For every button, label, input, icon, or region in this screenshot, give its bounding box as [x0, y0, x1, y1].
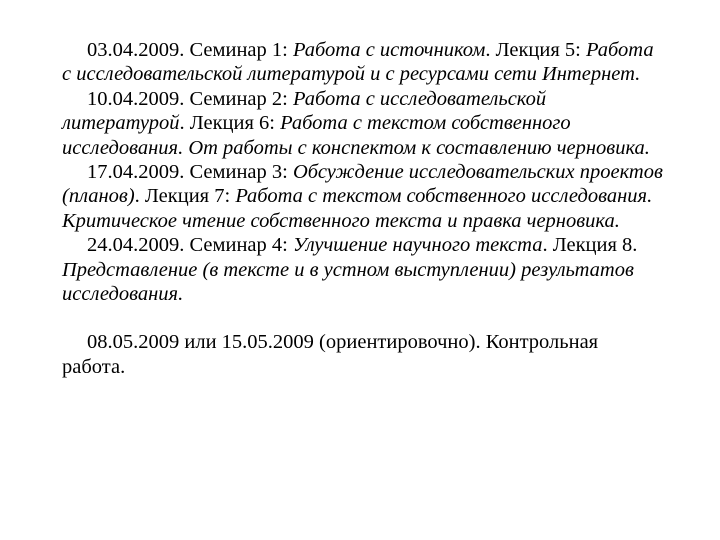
- lecture-label: . Лекция 7:: [134, 185, 231, 208]
- entry-date: 17.04.2009.: [87, 161, 185, 184]
- schedule-entry-4: [62, 233, 666, 306]
- lecture-topic: Работа с текстом собственного исследования. Критическое чтение собственного текста и правка черновика: [62, 185, 653, 232]
- seminar-label: Семинар 2:: [189, 87, 288, 110]
- lecture-topic: Работа с исследовательской литературой и с ресурсами сети Интернет: [62, 39, 654, 86]
- entry-end: .: [614, 209, 620, 232]
- seminar-label: Семинар 3:: [189, 161, 288, 184]
- final-test-text: 08.05.2009 или 15.05.2009 (ориентировочно). Контрольная работа.: [62, 331, 599, 378]
- lecture-topic: Работа с текстом собственного исследования. От работы с конспектом к составлению черновика: [62, 112, 645, 159]
- lecture-label: . Лекция 8.: [542, 234, 638, 257]
- entry-end: .: [635, 63, 641, 86]
- entry-date: 24.04.2009.: [87, 234, 185, 257]
- seminar-topic: Улучшение научного текста: [292, 234, 543, 257]
- entry-end: .: [178, 283, 184, 306]
- entry-date: 03.04.2009.: [87, 39, 185, 61]
- schedule-entry-1: [62, 38, 666, 87]
- seminar-label: Семинар 1:: [189, 39, 288, 61]
- seminar-topic: Работа с исследовательской литературой: [62, 87, 547, 135]
- seminar-topic: Работа с источником: [292, 39, 486, 61]
- final-test-entry: [62, 330, 666, 379]
- schedule-text: [62, 38, 666, 379]
- seminar-topic: Обсуждение исследовательских проектов (планов): [62, 161, 663, 208]
- seminar-label: Семинар 4:: [189, 234, 288, 257]
- entry-date: 10.04.2009.: [87, 87, 185, 110]
- schedule-entry-2: [62, 87, 666, 160]
- entry-end: .: [644, 136, 650, 159]
- schedule-entry-3: [62, 160, 666, 233]
- lecture-label: . Лекция 5:: [485, 39, 581, 61]
- lecture-label: . Лекция 6:: [179, 112, 275, 135]
- lecture-topic: Представление (в тексте и в устном выступлении) результатов исследования: [62, 258, 634, 306]
